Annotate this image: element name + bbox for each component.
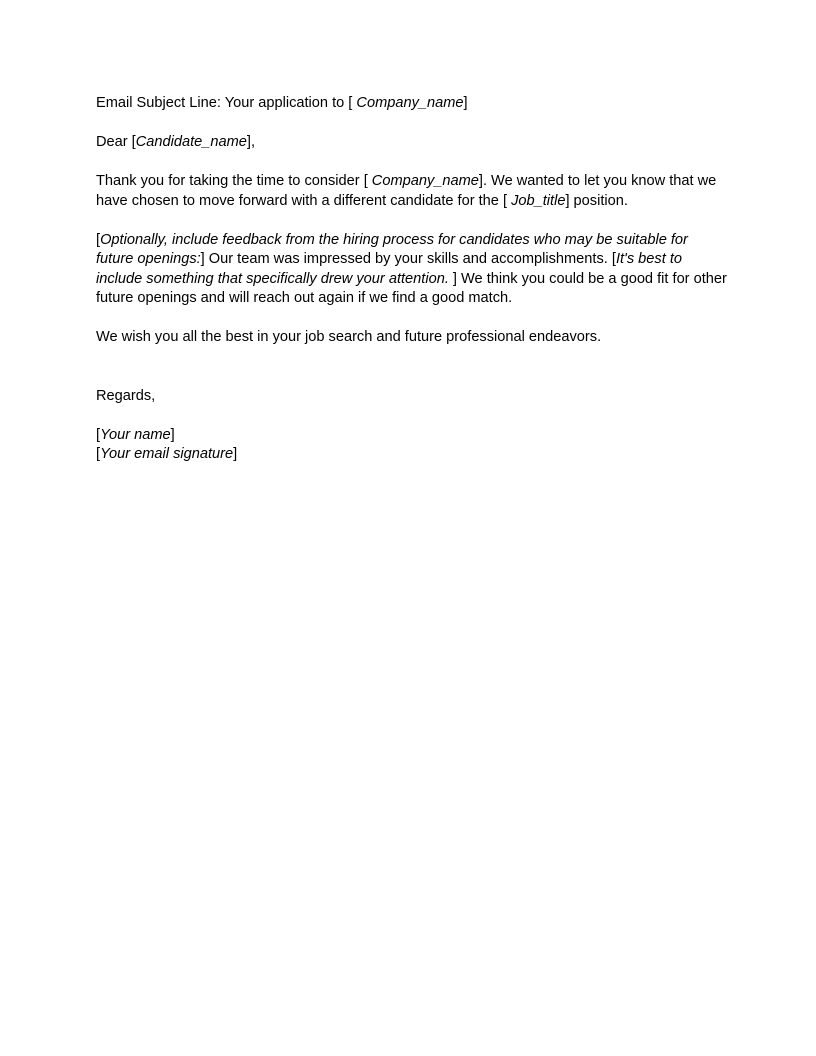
p1-text-3: ] position. bbox=[565, 192, 628, 209]
name-open-bracket: [ bbox=[96, 426, 101, 443]
closing: Regards, bbox=[96, 387, 156, 404]
p1-company-placeholder: Company_name bbox=[367, 173, 479, 189]
attention-tip-note: It's best to include something that specifically drew your attention. bbox=[96, 251, 682, 287]
signature-email-line bbox=[96, 445, 728, 465]
your-name-placeholder: Your name bbox=[100, 426, 171, 443]
p1-text-1: Thank you for taking the time to consider [ bbox=[96, 173, 368, 189]
paragraph-well-wishes: We wish you all the best in your job search and future professional endeavors. bbox=[96, 329, 602, 345]
subject-company-placeholder: Company_name bbox=[352, 95, 464, 111]
signature-name-line bbox=[96, 426, 728, 446]
name-close-bracket: ] bbox=[170, 426, 175, 443]
p2-open-bracket: [ bbox=[96, 231, 101, 248]
job-title-placeholder: Job_title bbox=[507, 192, 566, 209]
greeting bbox=[96, 133, 728, 153]
p2-text-2: ] We think you could be a good fit for other future openings and will reach out again if we find a good match. bbox=[96, 270, 727, 306]
subject-line bbox=[96, 94, 728, 114]
email-close-bracket: ] bbox=[233, 446, 238, 462]
paragraph-thank-you bbox=[96, 172, 728, 211]
paragraph-feedback bbox=[96, 231, 728, 309]
email-signature-placeholder: Your email signature bbox=[100, 446, 234, 462]
optional-feedback-note: Optionally, include feedback from the hiring process for candidates who may be suitable for future openings: bbox=[96, 231, 688, 267]
candidate-name-placeholder: Candidate_name bbox=[135, 134, 247, 150]
subject-suffix: ] bbox=[463, 95, 468, 111]
subject-prefix: Email Subject Line: Your application to [ bbox=[96, 95, 353, 111]
greeting-prefix: Dear [ bbox=[96, 134, 136, 150]
p1-text-2: ]. We wanted to let you know that we have chosen to move forward with a different candidate for the [ bbox=[96, 173, 717, 209]
email-body bbox=[96, 94, 728, 465]
email-open-bracket: [ bbox=[96, 446, 101, 462]
p2-text-1: ] Our team was impressed by your skills and accomplishments. [ bbox=[200, 251, 616, 267]
greeting-suffix: ], bbox=[246, 134, 256, 150]
